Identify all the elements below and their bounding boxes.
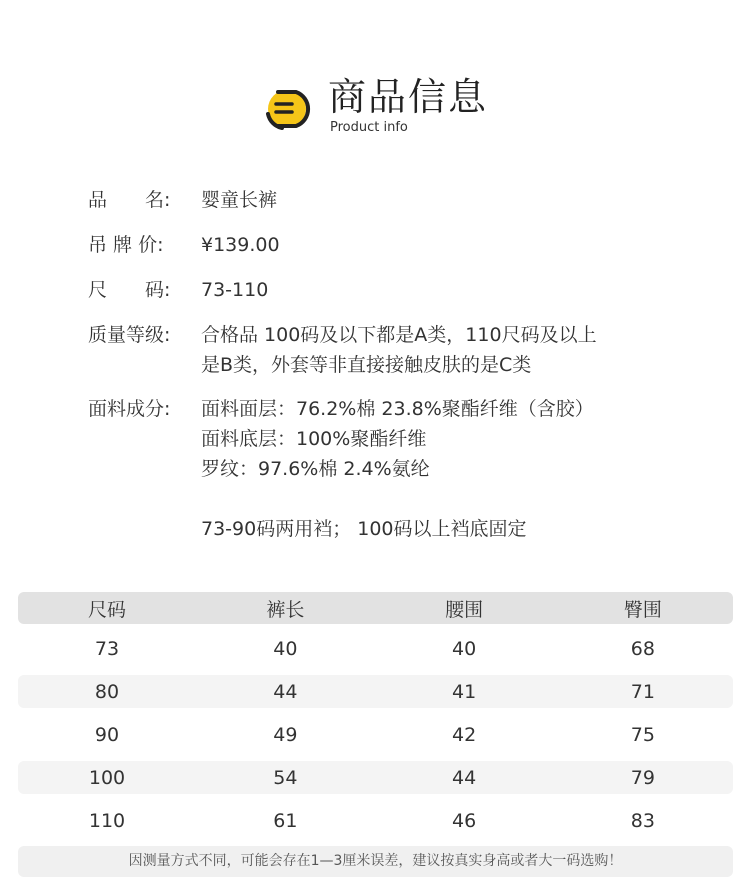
table-cell: 49 [273,723,298,746]
info-row-price [88,230,728,260]
info-value: 罗纹：97.6%棉 2.4%氨纶 [201,458,430,480]
table-cell: 110 [88,809,126,832]
info-label: 质量等级: [88,324,171,346]
table-cell: 46 [452,809,477,832]
info-value: 婴童长裤 [201,189,278,211]
table-cell: 68 [630,637,655,660]
measurement-note: 因测量方式不同，可能会存在1—3厘米误差，建议按真实身高或者大一码选购！ [18,846,733,877]
info-label: 品 名: [88,189,171,211]
product-info [88,185,728,544]
table-cell: 75 [630,723,655,746]
table-header-cell: 腰围 [445,598,484,621]
table-cell: 44 [452,766,477,789]
info-label: 面料成分: [88,398,171,420]
table-cell: 79 [630,766,655,789]
table-row [18,632,733,665]
info-value: 73-110 [201,279,269,301]
info-value: 是B类，外套等非直接接触皮肤的是C类 [201,354,532,376]
table-cell: 40 [452,637,477,660]
table-row [18,804,733,837]
info-value: 面料面层：76.2%棉 23.8%聚酯纤维（含胶） [201,398,594,420]
table-cell: 73 [94,637,120,660]
info-row-fabric [88,394,728,544]
table-row [18,675,733,708]
header [0,70,750,140]
table-cell: 71 [630,680,655,703]
table-cell: 90 [94,723,120,746]
page-title: 商品信息 [328,75,489,119]
table-cell: 44 [273,680,298,703]
table-cell: 54 [273,766,298,789]
info-row-size [88,275,728,305]
table-cell: 83 [630,809,655,832]
info-value: 合格品 100码及以下都是A类，110尺码及以上 [201,324,597,346]
table-cell: 61 [273,809,298,832]
info-value: ¥139.00 [201,234,280,256]
table-row [18,761,733,794]
table-cell: 42 [452,723,477,746]
info-row-quality [88,320,728,380]
info-value: 面料底层：100%聚酯纤维 [201,428,427,450]
table-cell: 41 [452,680,477,703]
table-header-cell: 裤长 [266,598,305,621]
table-row [18,718,733,751]
table-cell: 100 [88,766,126,789]
table-cell: 40 [273,637,298,660]
table-cell: 80 [94,680,120,703]
page-subtitle: Product info [330,120,408,135]
document-lines-icon [262,84,312,134]
table-header-cell: 臀围 [623,598,662,621]
info-label: 尺 码: [88,279,171,301]
table-header-row [18,592,733,624]
info-row-name [88,185,728,215]
info-label: 吊 牌 价: [88,234,164,256]
size-table [18,592,733,847]
crotch-note: 73-90码两用裆； 100码以上裆底固定 [201,518,527,540]
table-header-cell: 尺码 [87,598,126,621]
